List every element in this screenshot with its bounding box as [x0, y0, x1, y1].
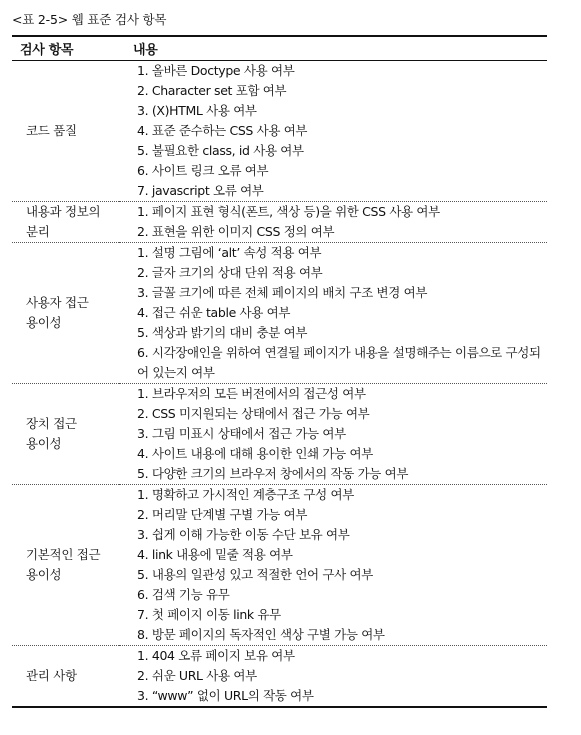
check-item: 2. 머리말 단계별 구별 가능 여부: [137, 507, 308, 522]
category-cell: [12, 61, 119, 202]
table-row: [12, 61, 547, 202]
table-row: [12, 485, 547, 646]
check-item: 1. 브라우저의 모든 버전에서의 접근성 여부: [137, 386, 366, 401]
check-item: 6. 사이트 링크 오류 여부: [137, 163, 269, 178]
check-item: 2. CSS 미지원되는 상태에서 접근 가능 여부: [137, 406, 370, 421]
check-item: 1. 설명 그림에 ‘alt’ 속성 적용 여부: [137, 245, 322, 260]
check-item: 1. 404 오류 페이지 보유 여부: [137, 648, 295, 663]
category-label: 용이성: [26, 436, 62, 451]
table-row: [12, 646, 547, 708]
check-item: 7. javascript 오류 여부: [137, 183, 264, 198]
check-item: 4. 표준 준수하는 CSS 사용 여부: [137, 123, 308, 138]
check-item: 5. 색상과 밝기의 대비 충분 여부: [137, 325, 308, 340]
category-label: 사용자 접근: [26, 295, 89, 310]
category-label: 내용과 정보의: [26, 204, 101, 219]
check-item: 2. 쉬운 URL 사용 여부: [137, 668, 257, 683]
check-item: 3. 그림 미표시 상태에서 접근 가능 여부: [137, 426, 346, 441]
check-item: 7. 첫 페이지 이동 link 유무: [137, 607, 281, 622]
check-item: 5. 다양한 크기의 브라우저 창에서의 작동 가능 여부: [137, 466, 409, 481]
check-item: 2. 글자 크기의 상대 단위 적용 여부: [137, 265, 323, 280]
category-cell: [12, 485, 119, 646]
check-item: 2. Character set 포함 여부: [137, 83, 287, 98]
items-cell: [119, 243, 547, 384]
table-header-row: [12, 36, 547, 61]
check-item: 4. 사이트 내용에 대해 용이한 인쇄 가능 여부: [137, 446, 373, 461]
category-cell: [12, 243, 119, 384]
table-row: [12, 384, 547, 485]
category-label: 분리: [26, 224, 50, 239]
items-cell: [119, 202, 547, 243]
check-item: 4. 접근 쉬운 table 사용 여부: [137, 305, 291, 320]
category-cell: [12, 646, 119, 708]
check-item: 4. link 내용에 밑줄 적용 여부: [137, 547, 293, 562]
items-cell: [119, 61, 547, 202]
header-category: 검사 항목: [12, 36, 119, 61]
check-item: 1. 페이지 표현 형식(폰트, 색상 등)을 위한 CSS 사용 여부: [137, 204, 440, 219]
check-item: 6. 시각장애인을 위하여 연결될 페이지가 내용을 설명해주는 이름으로 구성되어 있는지 여부: [137, 345, 541, 380]
check-item: 3. (X)HTML 사용 여부: [137, 103, 257, 118]
check-item: 1. 명확하고 가시적인 계층구조 구성 여부: [137, 487, 354, 502]
category-cell: [12, 202, 119, 243]
category-cell: [12, 384, 119, 485]
items-cell: [119, 384, 547, 485]
check-item: 5. 내용의 일관성 있고 적절한 언어 구사 여부: [137, 567, 373, 582]
items-cell: [119, 646, 547, 708]
check-item: 1. 올바른 Doctype 사용 여부: [137, 63, 295, 78]
check-item: 8. 방문 페이지의 독자적인 색상 구별 가능 여부: [137, 627, 385, 642]
category-label: 용이성: [26, 315, 62, 330]
check-item: 3. 쉽게 이해 가능한 이동 수단 보유 여부: [137, 527, 350, 542]
category-label: 장치 접근: [26, 416, 77, 431]
check-item: 6. 검색 기능 유무: [137, 587, 230, 602]
web-standard-check-table: [12, 35, 547, 708]
category-label: 기본적인 접근: [26, 547, 101, 562]
category-label: 코드 품질: [26, 123, 77, 138]
check-item: 3. 글꼴 크기에 따른 전체 페이지의 배치 구조 변경 여부: [137, 285, 428, 300]
items-cell: [119, 485, 547, 646]
check-item: 5. 불필요한 class, id 사용 여부: [137, 143, 304, 158]
table-caption: <표 2-5> 웹 표준 검사 항목: [12, 12, 167, 27]
check-item: 2. 표현을 위한 이미지 CSS 정의 여부: [137, 224, 335, 239]
category-label: 용이성: [26, 567, 62, 582]
header-content: 내용: [119, 36, 547, 61]
table-row: [12, 202, 547, 243]
category-label: 관리 사항: [26, 668, 77, 683]
check-item: 3. “www” 없이 URL의 작동 여부: [137, 688, 314, 703]
table-row: [12, 243, 547, 384]
table-body: [12, 61, 547, 708]
